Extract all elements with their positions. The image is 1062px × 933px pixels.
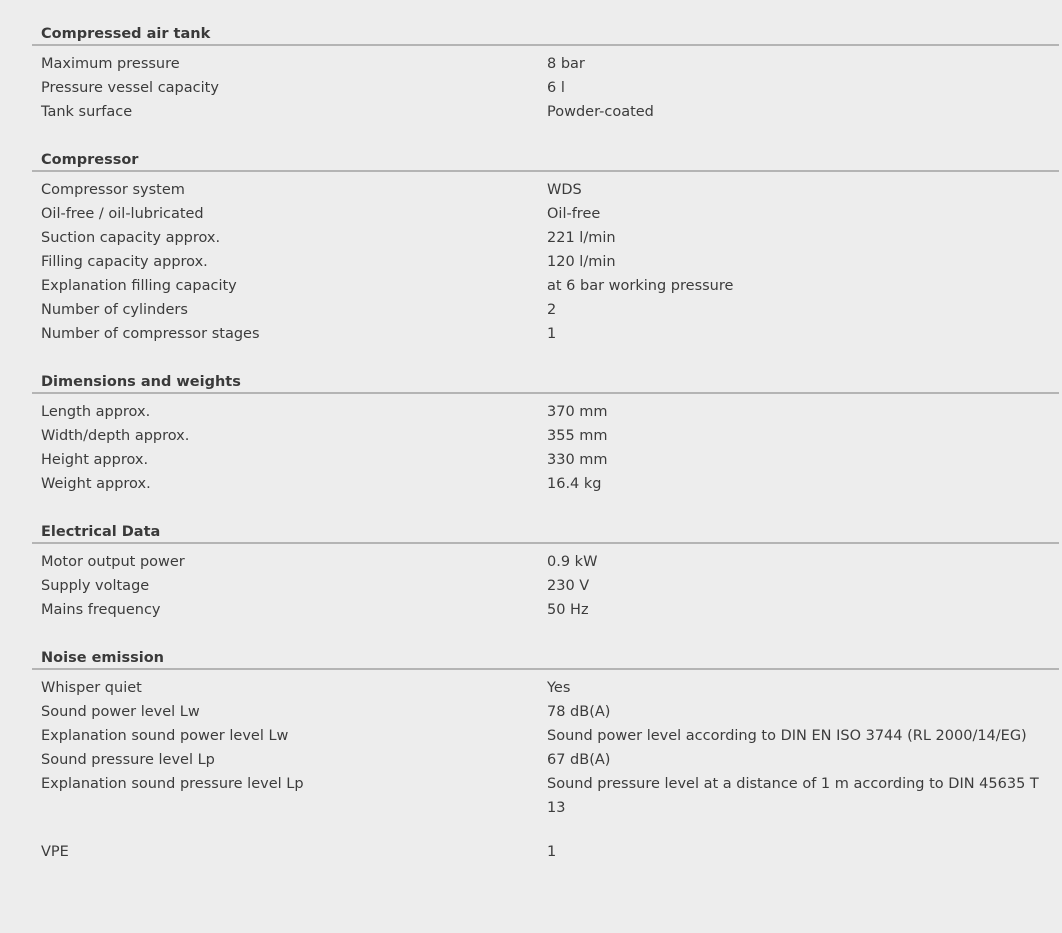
spec-value: 0.9 kW	[547, 554, 598, 570]
spec-row	[32, 322, 1059, 346]
spec-label: Filling capacity approx.	[41, 254, 208, 270]
spec-value: 221 l/min	[547, 230, 616, 246]
spec-label: Height approx.	[41, 452, 149, 468]
spec-row	[32, 298, 1059, 322]
spec-label: Sound pressure level Lp	[41, 752, 215, 768]
spec-value: 78 dB(A)	[547, 704, 611, 720]
spec-row	[32, 772, 1059, 820]
spec-row	[32, 598, 1059, 622]
spec-label: Oil-free / oil-lubricated	[41, 206, 204, 222]
spec-row	[32, 52, 1059, 76]
spec-row	[32, 226, 1059, 250]
spec-label: Compressor system	[41, 182, 185, 198]
spec-value: 16.4 kg	[547, 476, 602, 492]
spec-value: Powder-coated	[547, 104, 654, 120]
specifications-table	[32, 18, 1059, 864]
spec-label: Number of cylinders	[41, 302, 188, 318]
spec-row	[32, 274, 1059, 298]
section-title: Dimensions and weights	[32, 366, 1059, 394]
spec-value: Sound power level according to DIN EN ISO 3744 (RL 2000/14/EG)	[547, 728, 1027, 744]
spec-row	[32, 724, 1059, 748]
section-electrical-data	[32, 516, 1059, 622]
spec-value: 370 mm	[547, 404, 608, 420]
section-compressed-air-tank	[32, 18, 1059, 124]
spec-label: Explanation sound power level Lw	[41, 728, 289, 744]
spec-label: Suction capacity approx.	[41, 230, 221, 246]
spec-value: 2	[547, 302, 557, 318]
spec-row-vpe	[32, 840, 1059, 864]
spec-label: Sound power level Lw	[41, 704, 200, 720]
spec-row	[32, 748, 1059, 772]
spec-row	[32, 700, 1059, 724]
spec-label: Motor output power	[41, 554, 185, 570]
spec-row	[32, 202, 1059, 226]
spec-label: Weight approx.	[41, 476, 151, 492]
section-compressor	[32, 144, 1059, 346]
spec-label: Pressure vessel capacity	[41, 80, 219, 96]
spec-value: 6 l	[547, 80, 565, 96]
spec-value: WDS	[547, 182, 582, 198]
spec-row	[32, 178, 1059, 202]
spec-value: Yes	[547, 680, 571, 696]
section-title: Compressor	[32, 144, 1059, 172]
spec-label: Whisper quiet	[41, 680, 142, 696]
spec-value: at 6 bar working pressure	[547, 278, 734, 294]
spec-value: 355 mm	[547, 428, 608, 444]
spec-value: 1	[547, 844, 557, 860]
spec-value: 8 bar	[547, 56, 585, 72]
spec-label: Supply voltage	[41, 578, 150, 594]
spec-value: 120 l/min	[547, 254, 616, 270]
spec-row	[32, 472, 1059, 496]
spec-value: Oil-free	[547, 206, 601, 222]
spec-label: Explanation sound pressure level Lp	[41, 776, 304, 792]
spec-label: VPE	[41, 844, 69, 860]
spec-row	[32, 100, 1059, 124]
spec-value: 50 Hz	[547, 602, 589, 618]
spec-row	[32, 424, 1059, 448]
spec-label: Width/depth approx.	[41, 428, 190, 444]
spec-row	[32, 574, 1059, 598]
spec-row	[32, 250, 1059, 274]
spec-row	[32, 400, 1059, 424]
section-title: Compressed air tank	[32, 18, 1059, 46]
section-dimensions-and-weights	[32, 366, 1059, 496]
section-noise-emission	[32, 642, 1059, 820]
spec-label: Maximum pressure	[41, 56, 180, 72]
spec-row	[32, 448, 1059, 472]
spec-row	[32, 550, 1059, 574]
spec-label: Tank surface	[41, 104, 133, 120]
spec-label: Length approx.	[41, 404, 151, 420]
section-title: Electrical Data	[32, 516, 1059, 544]
spec-label: Mains frequency	[41, 602, 161, 618]
spec-value: 1	[547, 326, 557, 342]
spec-label: Explanation filling capacity	[41, 278, 237, 294]
spec-value: 230 V	[547, 578, 590, 594]
spec-value: 67 dB(A)	[547, 752, 611, 768]
spec-row	[32, 676, 1059, 700]
spec-value: 330 mm	[547, 452, 608, 468]
spec-label: Number of compressor stages	[41, 326, 260, 342]
section-title: Noise emission	[32, 642, 1059, 670]
spec-row	[32, 76, 1059, 100]
spec-value: Sound pressure level at a distance of 1 m according to DIN 45635 T 13	[547, 776, 1039, 816]
